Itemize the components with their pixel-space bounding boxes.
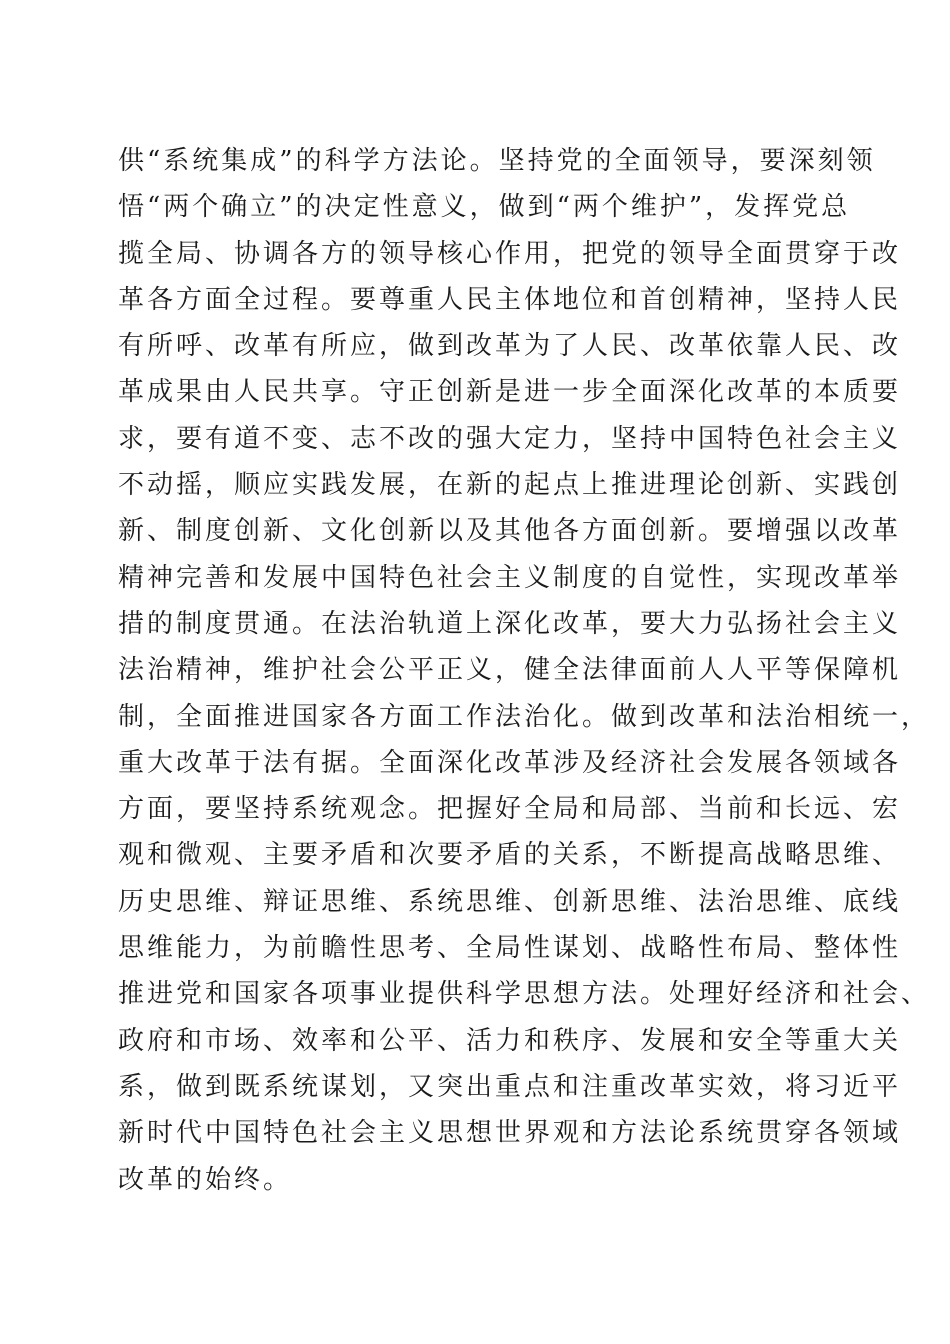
text-line: 有所呼、改革有所应，做到改革为了人民、改革依靠人民、改: [118, 331, 902, 362]
text-line: 措的制度贯通。在法治轨道上深化改革，要大力弘扬社会主义: [118, 608, 902, 639]
text-line: 求，要有道不变、志不改的强大定力，坚持中国特色社会主义: [118, 423, 902, 454]
text-line: 供“系统集成”的科学方法论。坚持党的全面领导，要深刻领: [118, 146, 876, 176]
text-line: 悟“两个确立”的决定性意义，做到“两个维护”，发挥党总: [118, 192, 851, 223]
text-line: 重大改革于法有据。全面深化改革涉及经济社会发展各领域各: [118, 747, 902, 778]
text-line: 革成果由人民共享。守正创新是进一步全面深化改革的本质要: [118, 377, 902, 408]
text-line: 观和微观、主要矛盾和次要矛盾的关系，不断提高战略思维、: [118, 840, 902, 871]
text-line: 政府和市场、效率和公平、活力和秩序、发展和安全等重大关: [118, 1025, 902, 1056]
text-line: 制，全面推进国家各方面工作法治化。做到改革和法治相统一，: [118, 701, 931, 732]
text-line: 新、制度创新、文化创新以及其他各方面创新。要增强以改革: [118, 516, 902, 547]
text-line: 思维能力，为前瞻性思考、全局性谋划、战略性布局、整体性: [118, 933, 902, 964]
text-line: 精神完善和发展中国特色社会主义制度的自觉性，实现改革举: [118, 562, 902, 593]
text-line: 改革的始终。: [118, 1164, 293, 1195]
text-line: 新时代中国特色社会主义思想世界观和方法论系统贯穿各领域: [118, 1118, 902, 1149]
text-line: 法治精神，维护社会公平正义，健全法律面前人人平等保障机: [118, 655, 902, 686]
text-line: 系，做到既系统谋划，又突出重点和注重改革实效，将习近平: [118, 1071, 902, 1102]
text-line: 推进党和国家各项事业提供科学思想方法。处理好经济和社会、: [118, 979, 931, 1010]
text-line: 方面，要坚持系统观念。把握好全局和局部、当前和长远、宏: [118, 794, 902, 825]
body-paragraph: [118, 138, 931, 1203]
text-line: 历史思维、辩证思维、系统思维、创新思维、法治思维、底线: [118, 886, 902, 917]
text-line: 革各方面全过程。要尊重人民主体地位和首创精神，坚持人民: [118, 284, 902, 315]
text-line: 不动摇，顺应实践发展，在新的起点上推进理论创新、实践创: [118, 470, 902, 501]
text-line: 揽全局、协调各方的领导核心作用，把党的领导全面贯穿于改: [118, 238, 902, 269]
